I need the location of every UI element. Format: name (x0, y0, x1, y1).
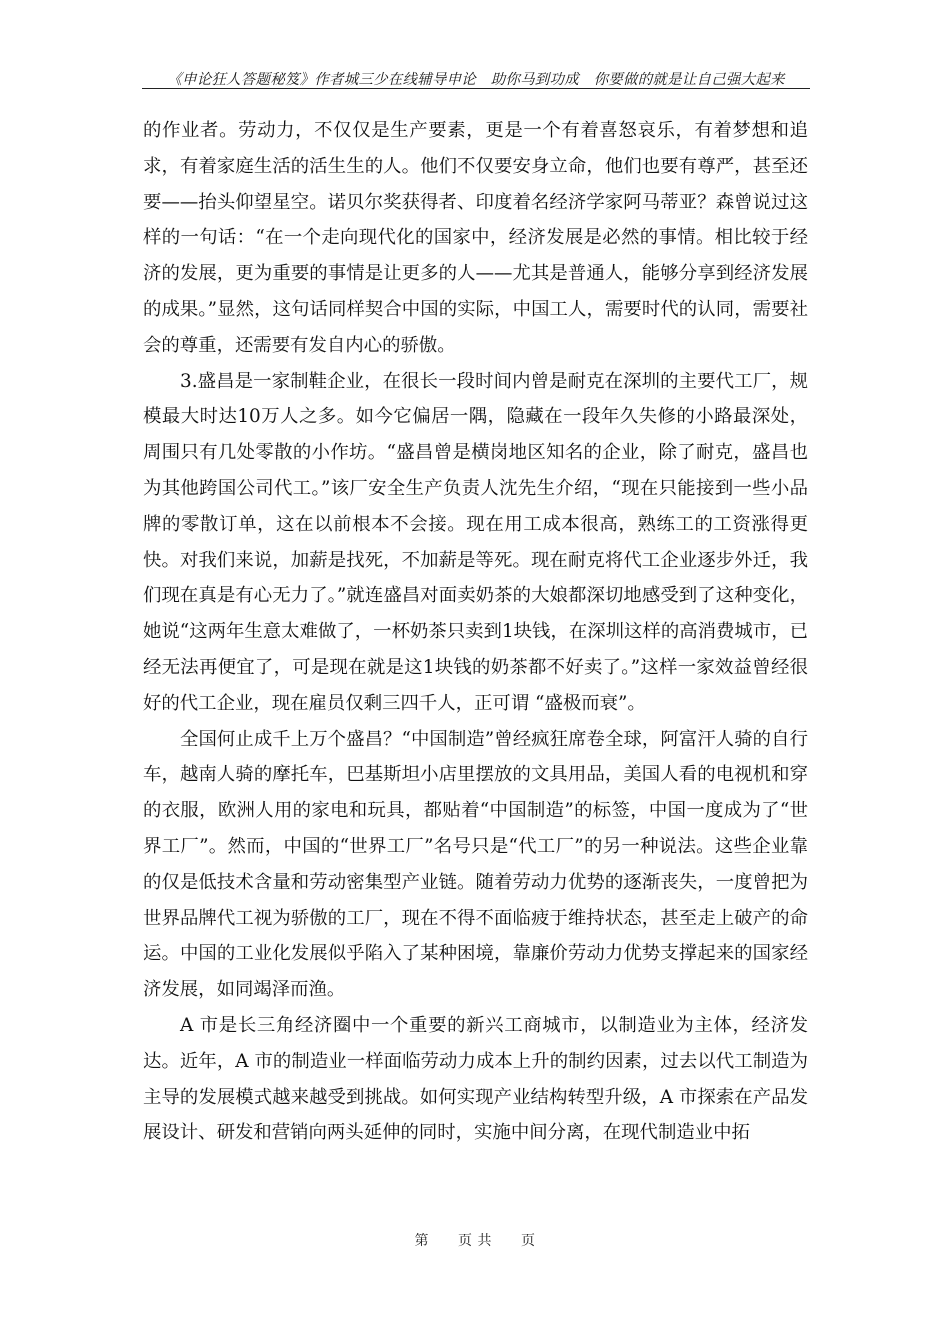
paragraph-1: 的作业者。劳动力，不仅仅是生产要素，更是一个有着喜怒哀乐，有着梦想和追求，有着家庭生活的活生生的人。他们不仅要安身立命，他们也要有尊严，甚至还要——抬头仰望星空。诺贝尔奖获得者、印度着名经济学家阿马蒂亚？森曾说过这样的一句话：“在一个走向现代化的国家中，经济发展是必然的事情。相比较于经济的发展，更为重要的事情是让更多的人——尤其是普通人，能够分享到经济发展的成果。”显然，这句话同样契合中国的实际，中国工人，需要时代的认同，需要社会的尊重，还需要有发自内心的骄傲。 (143, 120, 808, 356)
page-footer: 第 页 共 页 (414, 1233, 536, 1249)
paragraph-3: 全国何止成千上万个盛昌？“中国制造”曾经疯狂席卷全球，阿富汗人骑的自行车，越南人骑的摩托车，巴基斯坦小店里摆放的文具用品，美国人看的电视机和穿的衣服，欧洲人用的家电和玩具，都贴着“中国制造”的标签，中国一度成为了“世界工厂”。然而，中国的“世界工厂”名号只是“代工厂”的另一种说法。这些企业靠的仅是低技术含量和劳动密集型产业链。随着劳动力优势的逐渐丧失，一度曾把为世界品牌代工视为骄傲的工厂，现在不得不面临疲于维持状态，甚至走上破产的命运。中国的工业化发展似乎陷入了某种困境，靠廉价劳动力优势支撑起来的国家经济发展，如同竭泽而渔。 (143, 728, 808, 1001)
paragraph-4: A 市是长三角经济圈中一个重要的新兴工商城市，以制造业为主体，经济发达。近年，A 市的制造业一样面临劳动力成本上升的制约因素，过去以代工制造为主导的发展模式越来越受到挑战。如何实现产业结构转型升级，A 市探索在产品发展设计、研发和营销向两头延伸的同时，实施中间分离，在现代制造业中拓 (143, 1014, 808, 1144)
body-text (143, 113, 808, 1151)
header-rule (142, 88, 810, 89)
running-header: 《申论狂人答题秘笈》作者城三少在线辅导申论 助你马到功成 你要做的就是让自己强大起来 (167, 72, 785, 88)
paragraph-2: 3.盛昌是一家制鞋企业，在很长一段时间内曾是耐克在深圳的主要代工厂，规模最大时达10万人之多。如今它偏居一隅，隐藏在一段年久失修的小路最深处，周围只有几处零散的小作坊。“盛昌曾是横岗地区知名的企业，除了耐克，盛昌也为其他跨国公司代工。”该厂安全生产负责人沈先生介绍，“现在只能接到一些小品牌的零散订单，这在以前根本不会接。现在用工成本很高，熟练工的工资涨得更快。对我们来说，加薪是找死，不加薪是等死。现在耐克将代工企业逐步外迁，我们现在真是有心无力了。”就连盛昌对面卖奶茶的大娘都深切地感受到了这种变化，她说“这两年生意太难做了，一杯奶茶只卖到1块钱，在深圳这样的高消费城市，已经无法再便宜了，可是现在就是这1块钱的奶茶都不好卖了。”这样一家效益曾经很好的代工企业，现在雇员仅剩三四千人，正可谓 “盛极而衰”。 (143, 370, 808, 714)
